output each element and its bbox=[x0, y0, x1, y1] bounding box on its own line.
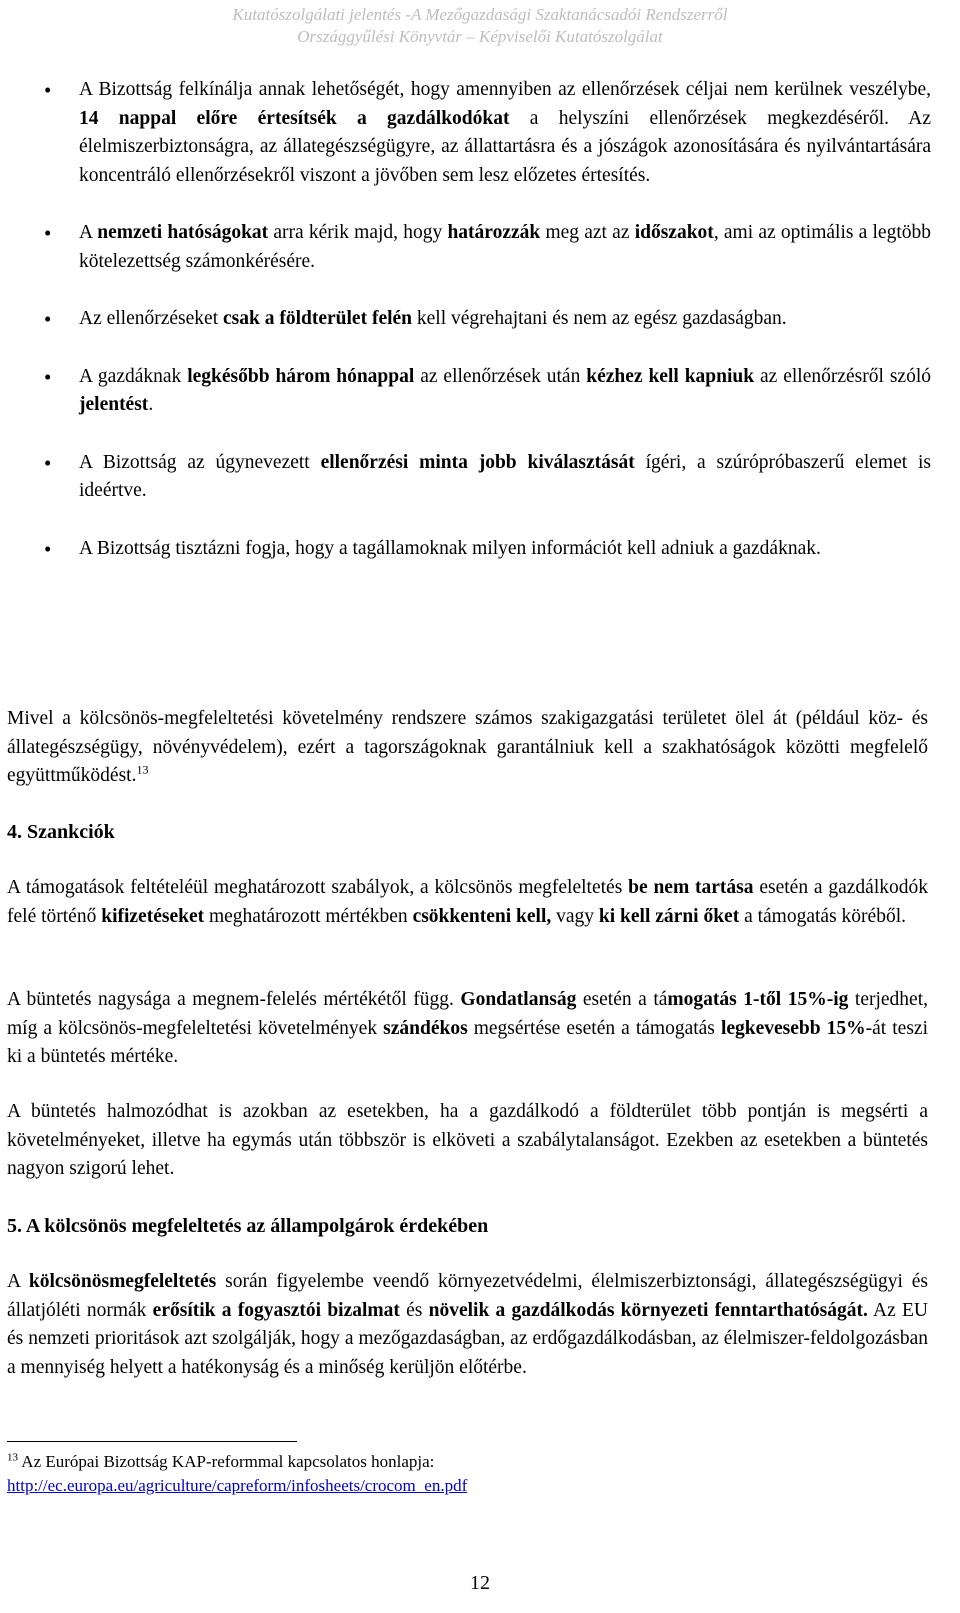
paragraph-citizens: A kölcsönösmegfeleltetés során figyelembe veendő környezetvédelmi, élelmiszerbiztonsági, állategészségügyi és állatjóléti normák erősítik a fogyasztói bizalmat és növelik a gazdálkodás környezeti fenntarthatóságát. Az EU és nemzeti prioritások azt szolgálják, hogy a mezőgazdaságban, az erdőgazdálkodásban, az élelmiszer-feldolgozásban a mennyiség helyett a hatékonyság és a minőség kerüljön előtérbe. bbox=[7, 1271, 929, 1378]
footnote-link[interactable]: http://ec.europa.eu/agriculture/capreform/infosheets/crocom_en.pdf bbox=[7, 1476, 468, 1495]
footnote bbox=[7, 1450, 907, 1498]
paragraph-cooperation: Mivel a kölcsönös-megfeleltetési követelmény rendszere számos szakigazgatási területet ölel át (például köz- és állategészségügy, növényvédelem), ezért a tagországoknak garantálniuk kell a szakhatóságok közötti megfelelő együttműködést.$^{13}$ bbox=[7, 708, 928, 786]
section-heading-citizens: 5. A kölcsönös megfeleltetés az állampolgárok érdekében bbox=[7, 1215, 489, 1237]
list-item bbox=[0, 305, 960, 334]
bullet-text: A nemzeti hatóságokat arra kérik majd, hogy határozzák meg azt az időszakot, ami az optimális a legtöbb kötelezettség számonkérésére. bbox=[79, 222, 932, 272]
bullet-text: A gazdáknak legkésőbb három hónappal az ellenőrzések után kézhez kell kapniuk az ellenőrzésről szóló jelentést. bbox=[79, 365, 931, 415]
list-item bbox=[0, 363, 960, 420]
header-line-2: Országgyűlési Könyvtár – Képviselői Kutatószolgálat bbox=[297, 27, 663, 46]
page-number: 12 bbox=[470, 1572, 490, 1594]
bullet-list bbox=[0, 76, 960, 592]
bullet-text: A Bizottság tisztázni fogja, hogy a tagállamoknak milyen információt kell adniuk a gazdáknak. bbox=[79, 537, 821, 559]
section-heading-sanctions: 4. Szankciók bbox=[7, 821, 115, 843]
list-item bbox=[0, 449, 960, 506]
footnote-number: 13 bbox=[7, 1451, 18, 1464]
bullet-text: A Bizottság az úgynevezett ellenőrzési minta jobb kiválasztását ígéri, a szúrópróbaszerű elemet is ideértve. bbox=[79, 451, 931, 501]
bullet-icon: • bbox=[44, 221, 52, 245]
footnote-ref[interactable]: 13 bbox=[136, 762, 149, 777]
running-header bbox=[0, 4, 960, 48]
paragraph-sanctions-1: A támogatások feltételéül meghatározott szabályok, a kölcsönös megfeleltetés be nem tartása esetén a gazdálkodók felé történő kifizetéseket meghatározott mértékben csökkenteni kell, vagy ki kell zárni őket a támogatás köréből. bbox=[7, 877, 929, 927]
bullet-text: A Bizottság felkínálja annak lehetőségét, hogy amennyiben az ellenőrzések céljai nem kerülnek veszélybe, 14 nappal előre értesítsék a gazdálkodókat a helyszíni ellenőrzések megkezdéséről. Az élelmiszerbiztonságra, az állategészségügyre, az állattartásra és a jószágok azonosítására és nyilvántartására koncentráló ellenőrzésekről viszont a jövőben sem lesz előzetes értesítés. bbox=[79, 79, 931, 186]
bullet-icon: • bbox=[44, 364, 52, 389]
list-item bbox=[0, 76, 960, 190]
bullet-icon: • bbox=[44, 450, 52, 475]
bullet-icon: • bbox=[44, 78, 52, 102]
list-item bbox=[0, 219, 960, 276]
list-item bbox=[0, 535, 960, 564]
paragraph-sanctions-3: A büntetés halmozódhat is azokban az esetekben, ha a gazdálkodó a földterület több pontján is megsérti a követelményeket, illetve ha egymás után többször is elköveti a szabálytalanságot. Ezekben az esetekben a büntetés nagyon szigorú lehet. bbox=[7, 1101, 928, 1179]
footnote-divider bbox=[7, 1441, 297, 1442]
footnote-text: Az Európai Bizottság KAP-reformmal kapcsolatos honlapja: bbox=[18, 1452, 435, 1471]
bullet-icon: • bbox=[44, 536, 52, 561]
bullet-text: Az ellenőrzéseket csak a földterület felén kell végrehajtani és nem az egész gazdaságban. bbox=[79, 308, 787, 329]
header-line-1: Kutatószolgálati jelentés -A Mezőgazdasági Szaktanácsadói Rendszerről bbox=[232, 5, 728, 24]
paragraph-sanctions-2: A büntetés nagysága a megnem-felelés mértékétől függ. Gondatlanság esetén a támogatás 1-től 15%-ig terjedhet, míg a kölcsönös-megfeleltetési követelmények szándékos megsértése esetén a támogatás legkevesebb 15%-át teszi ki a büntetés mértéke. bbox=[7, 989, 928, 1067]
bullet-icon: • bbox=[44, 307, 52, 331]
